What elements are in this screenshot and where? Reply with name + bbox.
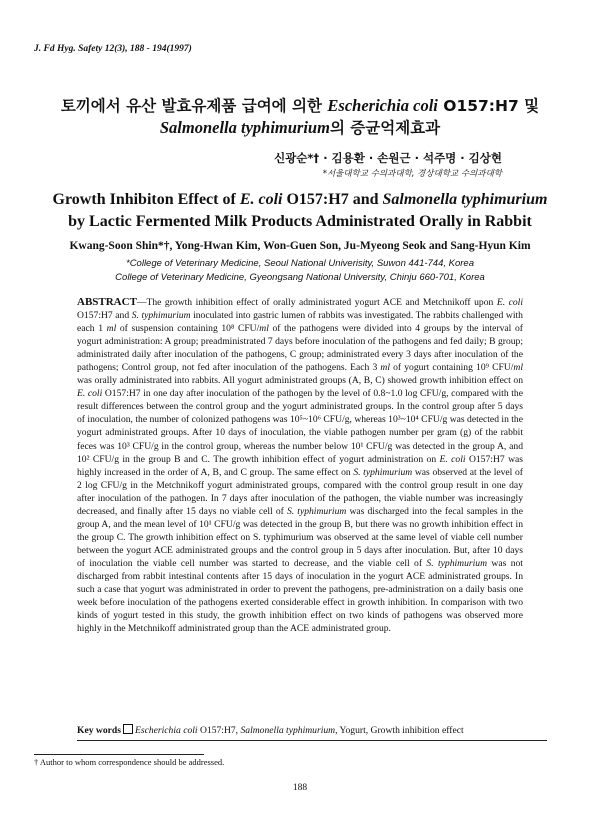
keywords-divider	[77, 740, 547, 741]
english-title	[30, 189, 570, 233]
english-title-line-1: Growth Inhibiton Effect of E. coli O157:H7 and Salmonella typhimurium	[52, 191, 548, 208]
korean-title	[40, 95, 560, 139]
korean-title-line-2: Salmonella typhimurium의 증균억제효과	[159, 118, 441, 137]
abstract-heading: ABSTRACT	[77, 296, 137, 308]
korean-authors: 신광순*† · 김용환 · 손원근 · 석주명 · 김상현	[274, 151, 502, 165]
english-affiliation: *College of Veterinary Medicine, Seoul National Univerisity, Suwon 441-744, Korea College of Veterinary Medicine, Gyeongsang National University, Chinju 660-701, Korea	[115, 258, 485, 283]
keywords-box-icon	[123, 724, 133, 734]
footnote: † Author to whom correspondence should be addressed.	[34, 757, 225, 767]
korean-affiliation: *서울대학교 수의과대학, 경상대학교 수의과대학	[322, 169, 502, 179]
keywords-label: Key words	[77, 725, 121, 736]
page-number: 188	[292, 783, 308, 793]
abstract: ABSTRACT—The growth inhibition effect of orally administrated yogurt ACE and Metchnikoff upon E. coli O157:H7 and S. typhimurium inoculated into gastric lumen of rabbits was investigated. The rabbits challenged with each 1 ml of suspension containing 10⁸ CFU/ml of the pathogens were divided into 4 groups by the interval of yogurt administration: A group; preadministrated 7 days before inoculation of the pathogens and fed daily; B group; administrated daily after inoculation of the pathogens, C group; administrated every 3 days after inoculation of the pathogens; Control group, not fed after inoculation of the pathogens. Each 3 ml of yogurt containing 10⁹ CFU/ml was orally administrated into rabbits. All yogurt administrated groups (A, B, C) showed growth inhibition effect on E. coli O157:H7 in one day after inoculation of the pathogen by the level of 0.8~1.0 log CFU/g, compared with the result differences between the control group and the yogurt administrated groups. In the control group after 5 days of inoculation, the number of colonized pathogens was 10⁵~10⁶ CFU/g, whereas 10³~10⁴ CFU/g was detected in the yogurt administrated groups. After 10 days of inoculation, the viable pathogen number per gram (g) of the rabbit feces was 10³ CFU/g in the control group, whereas the number below 10¹ CFU/g was detected in the group A, and 10² CFU/g in the group B and C. The growth inhibition effect of yogurt administration on E. coli O157:H7 was highly increased in the order of A, B, and C group. The same effect on S. typhimurium was observed at the level of 2 log CFU/g in the Metchnikoff yogurt administrated groups, compared with the control group result in one day after inoculation of the pathogen. In 7 days after inoculation of the pathogen, the viable number was increasingly decreased, and finally after 15 days no viable cell of S. typhimurium was discharged into the fecal samples in the group A, and the mean level of 10¹ CFU/g was detected in the group B, but there was no growth inhibition effect in the group C. The growth inhibition effect on S. typhimurium was observed at the same level of viable cell number between the yogurt ACE administrated groups and the control group in 5 days after inoculation. But, after 10 days of inoculation the viable cell number was started to decrease, and the viable cell of S. typhimurium was not discharged from rabbit intestinal contents after 15 days of inoculation in the yogurt ACE administrated groups. In such a case that yogurt was administrated in order to prevent the pathogens, pre-administration on a daily basis one week before inoculation of the pathogens exerted considerable effect in growth inhibition. In comparison with two kinds of yogurt tested in this study, the growth inhibition effect on two kinds of pathogens was observed more highly in the Metchnikoff administrated group than the ACE administrated group.	[77, 296, 524, 635]
english-authors: Kwang-Soon Shin*†, Yong-Hwan Kim, Won-Guen Son, Ju-Myeong Seok and Sang-Hyun Kim	[69, 240, 531, 252]
journal-header: J. Fd Hyg. Safety 12(3), 188 - 194(1997)	[34, 44, 192, 54]
keywords: Key words Escherichia coli O157:H7, Salmonella typhimurium, Yogurt, Growth inhibition effect	[77, 725, 464, 736]
footnote-divider	[34, 754, 204, 755]
english-title-line-2: by Lactic Fermented Milk Products Administrated Orally in Rabbit	[68, 213, 532, 230]
korean-title-line-1: 토끼에서 유산 발효유제품 급여에 의한 Escherichia coli O157:H7 및	[60, 96, 540, 115]
